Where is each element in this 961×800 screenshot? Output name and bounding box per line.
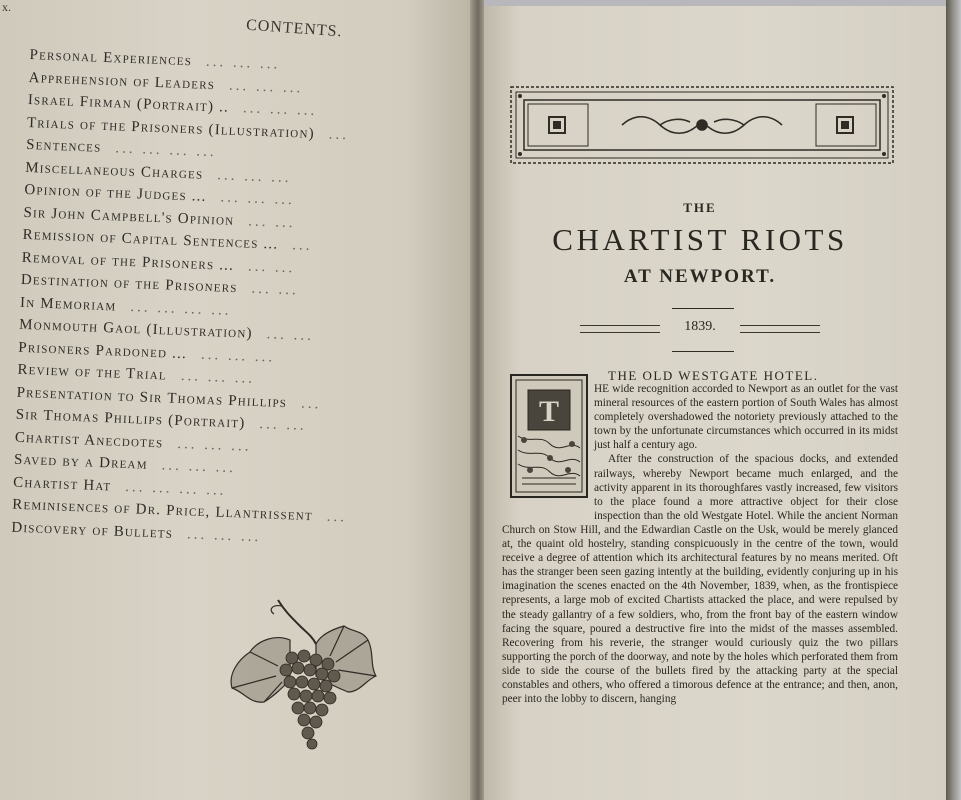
paragraph: After the construction of the spacious docks, and extended railways, whereby Newport became much enlarged, and the activity apparent in its thoroughfares vastly increased, few visitors to the place found a more attractive object for their close inspection than the old Westgate Hotel. While the ancient Norman Church on Stow Hill, and the Edwardian Castle on the Usk, would be merely glanced at, the quaint old hostelry, standing conspicuously in the centre of the town, would receive a degree of attention which its architectural features by no means merited. Oft has the stranger been seen gazing intently at the building, evidently conjuring up in his imagination the scenes enacted on the 4th November, 1839, when, as the frontispiece represents, a large mob of excited Chartists attacked the place, and were repulsed by the steady gallantry of a few soldiers, who, from the front bay of the eastern window facing the square, poured a destructive fire into the midst of the masses assembled. Recovering from his reverie, the stranger would curiously quiz the two pillars supporting the porch of the doorway, and note by the holes which perforated them from side to side the course of the bullets fired by the attacking party at the special constables and others, who offered a timorous defence at the entrance; and then, anon, peer into the lobby to discern, hanging (502, 453, 898, 706)
double-rule-right (740, 325, 820, 333)
table-of-contents (11, 44, 470, 556)
toc-leader-dots: ... ... ... (200, 346, 276, 366)
contents-heading: CONTENTS. (245, 16, 344, 41)
ornamental-headpiece (510, 86, 894, 164)
toc-entry-title: Trials of the Prisoners (Illustration) (26, 114, 316, 142)
toc-entry-title: Review of the Trial (17, 361, 168, 384)
toc-leader-dots: ... ... ... (161, 457, 237, 477)
toc-leader-dots: ... (326, 508, 348, 526)
year-banner (580, 319, 820, 339)
toc-entry-title: Sentences (25, 136, 102, 156)
toc-entry-title: Chartist Hat (12, 474, 112, 494)
toc-entry-title: Destination of the Prisoners (20, 271, 238, 297)
section-heading: THE OLD WESTGATE HOTEL. (608, 368, 819, 383)
page-corner-mark: x. (2, 0, 11, 14)
toc-entry-title: Discovery of Bullets (11, 519, 174, 542)
chapter-subtitle: AT NEWPORT. (623, 266, 777, 287)
toc-leader-dots: ... ... ... (180, 368, 256, 387)
toc-entry-title: Presentation to Sir Thomas Phillips (16, 384, 288, 411)
chapter-title: CHARTIST RIOTS (552, 222, 848, 257)
toc-entry-title: Chartist Anecdotes (14, 429, 164, 451)
toc-leader-dots: ... ... ... (242, 100, 318, 120)
toc-entry-title: Monmouth Gaol (Illustration) (18, 316, 253, 342)
toc-entry-title: Opinion of the Judges ... (24, 181, 207, 205)
toc-leader-dots: ... ... ... ... (130, 298, 232, 319)
grape-vine-illustration (220, 596, 390, 766)
toc-entry-title: Sir John Campbell's Opinion (23, 204, 235, 229)
toc-entry-title: Saved by a Dream (13, 451, 149, 473)
toc-leader-dots: ... (328, 126, 350, 143)
toc-leader-dots: ... ... (247, 213, 296, 231)
contents-page (0, 0, 478, 800)
toc-entry-title: In Memoriam (19, 294, 117, 315)
toc-leader-dots: ... ... ... ... (124, 478, 227, 499)
chapter-page (484, 6, 946, 800)
toc-leader-dots: ... ... (266, 326, 315, 345)
toc-leader-dots: ... ... (247, 258, 296, 276)
toc-leader-dots: ... ... ... ... (115, 140, 217, 161)
toc-leader-dots: ... ... ... (186, 525, 262, 545)
toc-leader-dots: ... ... ... (177, 435, 252, 455)
toc-leader-dots: ... ... (251, 280, 300, 299)
book-edge (946, 0, 961, 800)
toc-entry-title: Sir Thomas Phillips (Portrait) (15, 406, 246, 432)
toc-entry-title: Personal Experiences (29, 46, 193, 70)
paragraph: HE wide recognition accorded to Newport as an outlet for the vast mineral resources of the eastern portion of South Wales has almost completely overshadowed the notoriety previously attached to the town by the unfortunate circumstances which occurred in its midst just half a century ago. (594, 383, 898, 452)
dropcap-letter: T (538, 395, 560, 428)
toc-entry-title: Miscellaneous Charges (24, 159, 204, 183)
toc-entry-title: Prisoners Pardoned ... (18, 339, 188, 362)
divider-rule (672, 351, 734, 352)
toc-entry-title: Israel Firman (Portrait) .. (27, 91, 230, 116)
toc-entry-title: Apprehension of Leaders (28, 69, 216, 93)
toc-leader-dots: ... ... ... (220, 189, 296, 209)
title-prefix: THE (683, 200, 717, 215)
year-label: 1839. (684, 319, 716, 334)
divider-rule (672, 308, 734, 309)
toc-leader-dots: ... (300, 395, 322, 412)
toc-leader-dots: ... ... ... (228, 77, 304, 97)
decorated-initial (510, 374, 588, 498)
toc-leader-dots: ... (292, 237, 313, 254)
toc-leader-dots: ... ... ... (205, 53, 281, 73)
toc-entry-title: Reminisences of Dr. Price, Llantrissent (11, 496, 314, 525)
toc-entry-title: Removal of the Prisoners ... (21, 249, 235, 274)
toc-leader-dots: ... ... ... (216, 166, 292, 186)
toc-entry-title: Remission of Capital Sentences ... (22, 226, 279, 253)
toc-leader-dots: ... ... (259, 416, 307, 434)
